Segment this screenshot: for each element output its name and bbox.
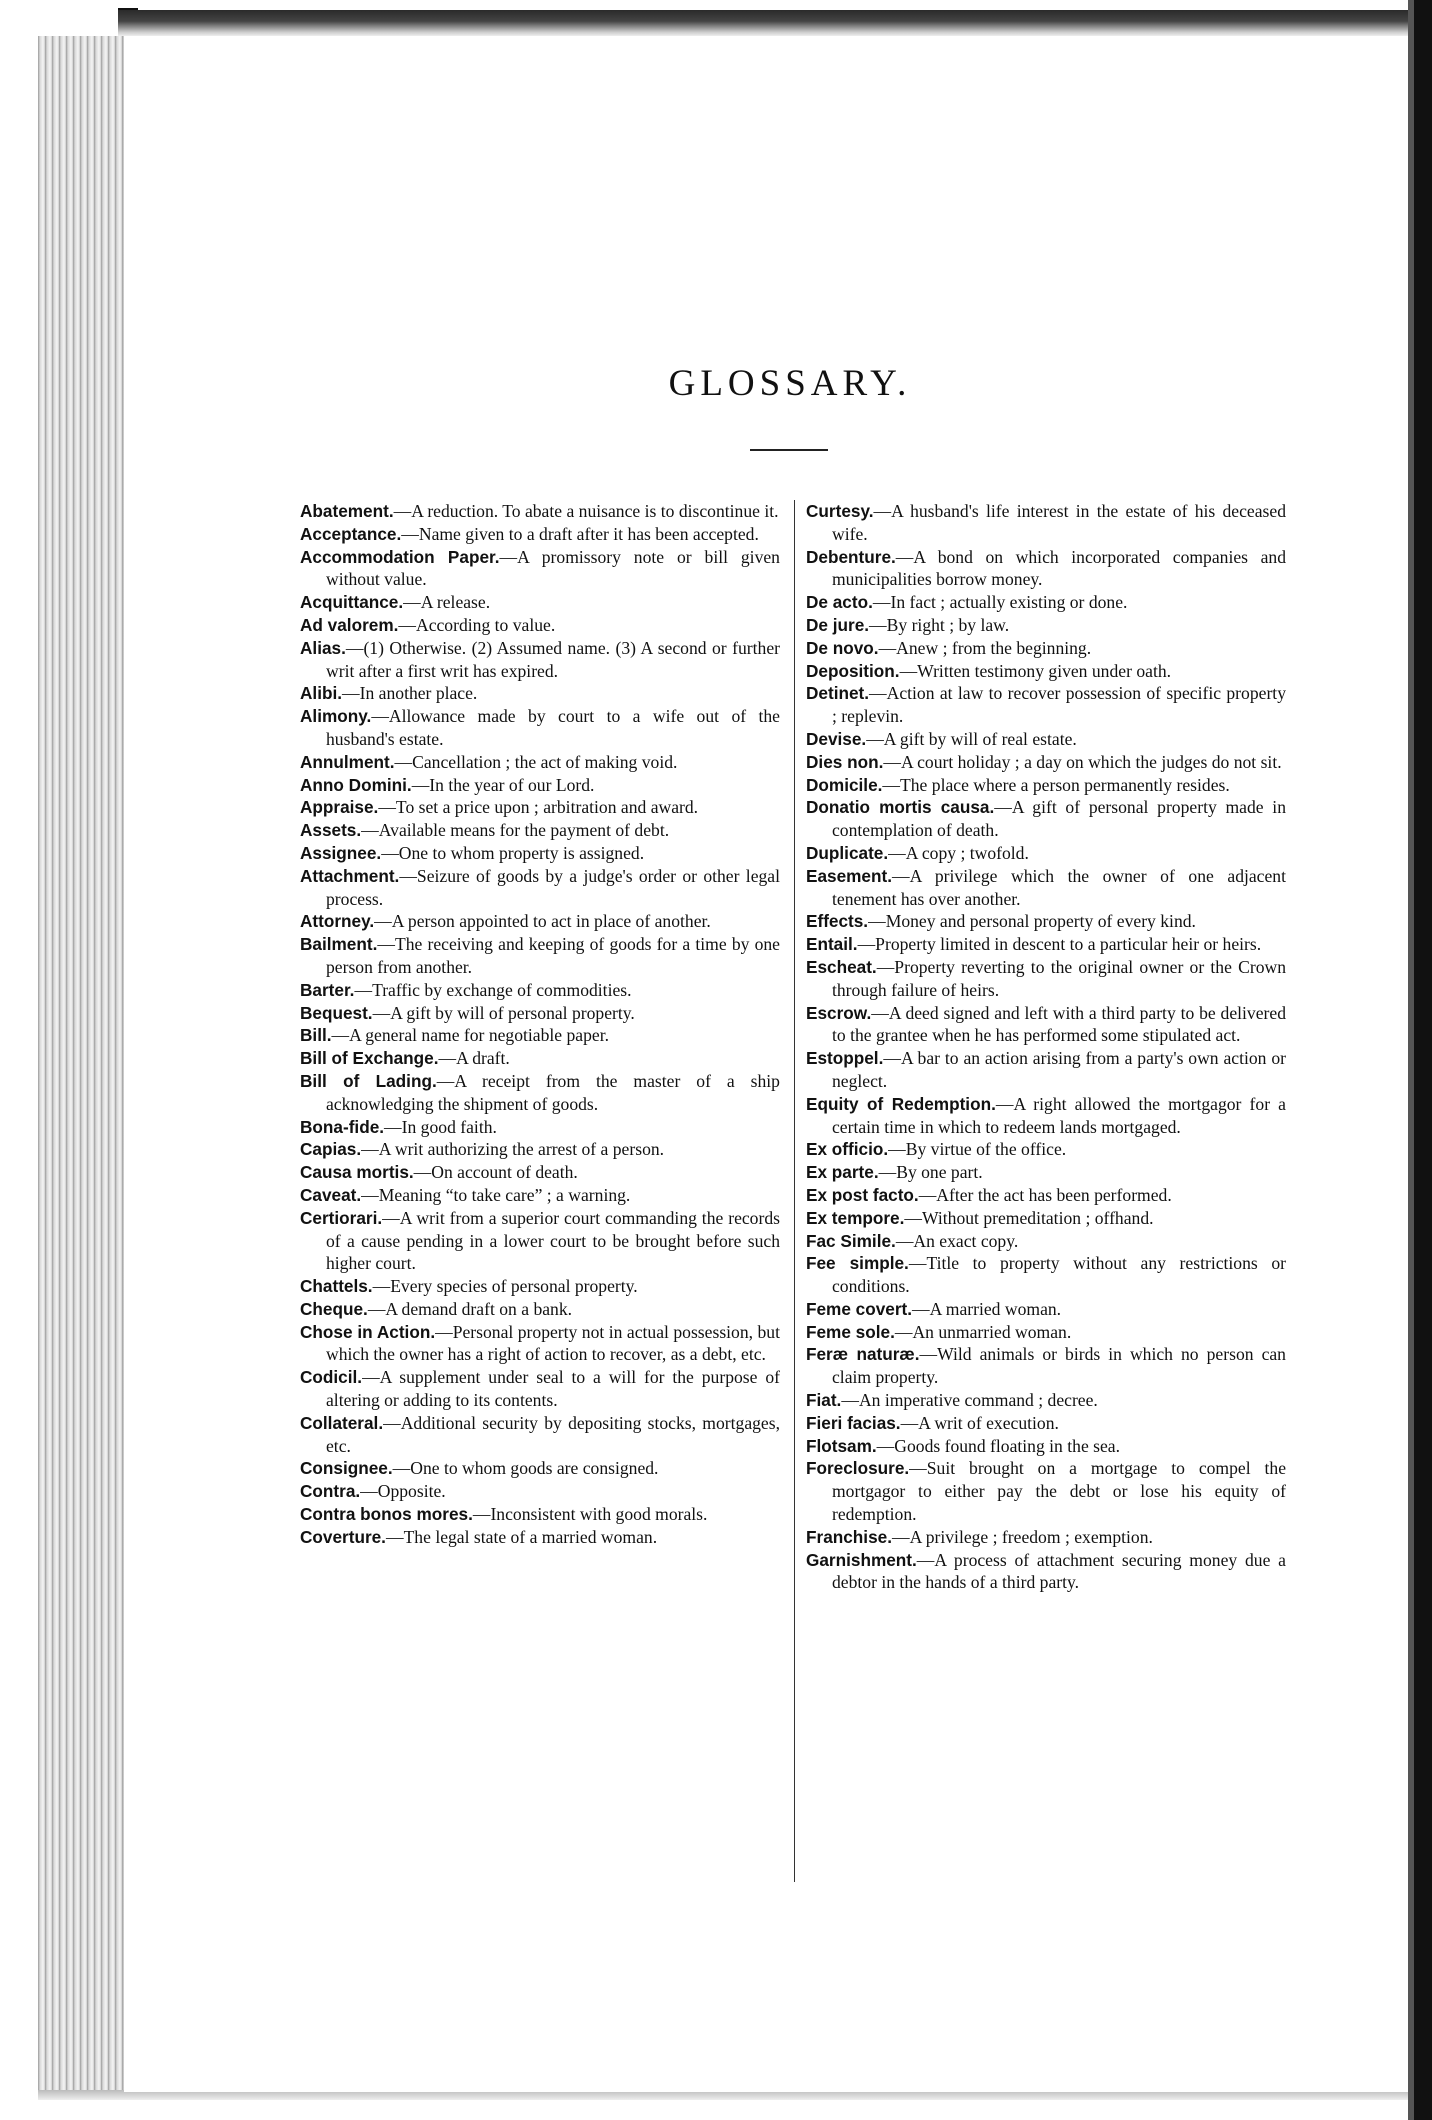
glossary-definition: —Opposite. xyxy=(360,1481,446,1502)
glossary-definition: —The place where a person permanently resides. xyxy=(882,774,1230,795)
book-spine xyxy=(1414,0,1432,2120)
scan-top-shadow xyxy=(118,10,1428,38)
glossary-right-column xyxy=(806,500,1286,1594)
glossary-entry xyxy=(806,1138,1286,1161)
glossary-term: De acto. xyxy=(806,592,873,613)
glossary-term: Escheat. xyxy=(806,956,877,977)
glossary-definition: —By one part. xyxy=(878,1162,983,1183)
glossary-entry xyxy=(300,523,780,546)
glossary-term: Ex officio. xyxy=(806,1139,889,1160)
glossary-definition: —Every species of personal property. xyxy=(372,1276,638,1297)
glossary-definition: —A married woman. xyxy=(912,1298,1062,1319)
glossary-term: Caveat. xyxy=(300,1184,362,1205)
glossary-entry xyxy=(300,1503,780,1526)
glossary-definition: —An imperative command ; decree. xyxy=(841,1390,1098,1411)
glossary-definition: —A bar to an action arising from a party's own action or neglect. xyxy=(832,1048,1286,1091)
glossary-entry xyxy=(300,1070,780,1116)
glossary-entry xyxy=(806,682,1286,728)
glossary-term: Bequest. xyxy=(300,1002,373,1023)
glossary-entry xyxy=(806,1321,1286,1344)
glossary-definition: —A bond on which incorporated companies and municipalities borrow money. xyxy=(832,546,1286,590)
glossary-entry xyxy=(300,1138,780,1161)
glossary-definition: —To set a price upon ; arbitration and award. xyxy=(378,797,699,818)
glossary-entry xyxy=(806,1457,1286,1525)
glossary-entry xyxy=(300,1002,780,1025)
glossary-definition: —A husband's life interest in the estate of his deceased wife. xyxy=(832,501,1286,544)
glossary-term: Causa mortis. xyxy=(300,1162,414,1183)
glossary-entry xyxy=(300,1321,780,1367)
glossary-entry xyxy=(300,1412,780,1458)
glossary-entry xyxy=(300,751,780,774)
glossary-entry xyxy=(806,500,1286,546)
glossary-term: Ex post facto. xyxy=(806,1184,919,1205)
glossary-entry xyxy=(806,1093,1286,1139)
glossary-definition: —An unmarried woman. xyxy=(894,1321,1072,1342)
glossary-term: Franchise. xyxy=(806,1526,892,1547)
glossary-term: Bona-fide. xyxy=(300,1116,385,1137)
glossary-definition: —Meaning “to take care” ; a warning. xyxy=(361,1184,631,1205)
glossary-term: Debenture. xyxy=(806,546,896,567)
glossary-term: Fee simple. xyxy=(806,1253,909,1274)
column-divider xyxy=(794,500,795,1882)
glossary-entry xyxy=(300,637,780,683)
glossary-entry xyxy=(806,751,1286,774)
glossary-entry xyxy=(300,614,780,637)
glossary-entry xyxy=(806,1184,1286,1207)
glossary-entry xyxy=(300,1207,780,1275)
glossary-term: De novo. xyxy=(806,637,879,658)
glossary-term: Alias. xyxy=(300,637,346,658)
glossary-entry xyxy=(300,500,780,523)
glossary-term: Duplicate. xyxy=(806,842,889,863)
glossary-definition: —Wild animals or birds in which no person can claim property. xyxy=(832,1344,1286,1388)
glossary-definition: —By right ; by law. xyxy=(869,614,1010,635)
glossary-term: Flotsam. xyxy=(806,1435,877,1456)
glossary-entry xyxy=(806,1002,1286,1048)
glossary-term: Ad valorem. xyxy=(300,614,399,635)
glossary-definition: —One to whom property is assigned. xyxy=(381,842,645,863)
glossary-entry xyxy=(300,865,780,911)
glossary-entry xyxy=(806,1047,1286,1093)
glossary-term: Feme covert. xyxy=(806,1298,913,1319)
glossary-term: Certiorari. xyxy=(300,1207,383,1228)
glossary-term: Donatio mortis causa. xyxy=(806,797,995,818)
glossary-term: Coverture. xyxy=(300,1526,386,1547)
glossary-definition: —Traffic by exchange of commodities. xyxy=(354,979,632,1000)
glossary-term: Bill. xyxy=(300,1025,332,1046)
glossary-term: Barter. xyxy=(300,979,355,1000)
glossary-term: Deposition. xyxy=(806,660,900,681)
glossary-definition: —A deed signed and left with a third party to be delivered to the grantee when he has performed some stipulated act. xyxy=(832,1002,1286,1046)
glossary-definition: —Inconsistent with good morals. xyxy=(472,1504,708,1525)
book-page-edges xyxy=(38,36,124,2096)
glossary-entry xyxy=(300,1024,780,1047)
glossary-definition: —A court holiday ; a day on which the judges do not sit. xyxy=(883,751,1282,772)
glossary-definition: —A reduction. To abate a nuisance is to discontinue it. xyxy=(393,501,779,521)
glossary-definition: —Seizure of goods by a judge's order or other legal process. xyxy=(326,865,780,909)
glossary-definition: —According to value. xyxy=(398,614,556,635)
glossary-term: Bill of Lading. xyxy=(300,1070,437,1091)
glossary-definition: —Written testimony given under oath. xyxy=(899,660,1172,681)
glossary-definition: —(1) Otherwise. (2) Assumed name. (3) A second or further writ after a first writ has expired. xyxy=(326,637,780,681)
glossary-definition: —A promissory note or bill given without value. xyxy=(326,546,780,590)
glossary-definition: —A general name for negotiable paper. xyxy=(331,1025,609,1046)
glossary-entry xyxy=(300,819,780,842)
glossary-entry xyxy=(300,910,780,933)
glossary-definition: —Suit brought on a mortgage to compel the mortgagor to either pay the debt or lose his equity of redemption. xyxy=(832,1458,1286,1525)
glossary-entry xyxy=(300,1480,780,1503)
glossary-entry xyxy=(806,1298,1286,1321)
glossary-entry xyxy=(806,1435,1286,1458)
glossary-term: Attorney. xyxy=(300,911,375,932)
glossary-definition: —Property limited in descent to a particular heir or heirs. xyxy=(857,934,1262,955)
glossary-term: Contra. xyxy=(300,1481,361,1502)
glossary-entry xyxy=(806,1526,1286,1549)
glossary-term: Estoppel. xyxy=(806,1048,884,1069)
glossary-term: Feme sole. xyxy=(806,1321,895,1342)
glossary-definition: —A writ of execution. xyxy=(900,1412,1059,1433)
glossary-term: Consignee. xyxy=(300,1458,393,1479)
glossary-definition: —A writ authorizing the arrest of a person. xyxy=(361,1139,665,1160)
glossary-entry xyxy=(806,1207,1286,1230)
glossary-term: Easement. xyxy=(806,865,892,886)
glossary-term: Capias. xyxy=(300,1139,362,1160)
glossary-definition: —After the act has been performed. xyxy=(918,1184,1172,1205)
glossary-entry xyxy=(300,591,780,614)
glossary-entry xyxy=(300,933,780,979)
glossary-definition: —A gift by will of personal property. xyxy=(372,1002,635,1023)
glossary-definition: —Goods found floating in the sea. xyxy=(876,1435,1121,1456)
glossary-term: Detinet. xyxy=(806,683,870,704)
glossary-definition: —A supplement under seal to a will for the purpose of altering or adding to its contents. xyxy=(326,1367,780,1411)
glossary-entry xyxy=(300,705,780,751)
glossary-definition: —Title to property without any restrictions or conditions. xyxy=(832,1253,1286,1297)
glossary-entry xyxy=(300,546,780,592)
glossary-entry xyxy=(300,842,780,865)
glossary-entry xyxy=(300,796,780,819)
glossary-definition: —Allowance made by court to a wife out of the husband's estate. xyxy=(326,706,780,749)
glossary-definition: —A process of attachment securing money due a debtor in the hands of a third party. xyxy=(832,1549,1286,1593)
glossary-definition: —A privilege which the owner of one adjacent tenement has over another. xyxy=(832,865,1286,909)
glossary-term: Alibi. xyxy=(300,683,343,704)
glossary-entry xyxy=(300,1116,780,1139)
glossary-definition: —By virtue of the office. xyxy=(888,1139,1067,1160)
glossary-entry xyxy=(300,1047,780,1070)
glossary-definition: —Available means for the payment of debt. xyxy=(361,820,670,841)
title-rule xyxy=(750,449,828,451)
glossary-definition: —An exact copy. xyxy=(895,1230,1019,1251)
glossary-definition: —A privilege ; freedom ; exemption. xyxy=(891,1526,1153,1547)
glossary-term: Fieri facias. xyxy=(806,1412,901,1433)
glossary-entry xyxy=(300,1298,780,1321)
glossary-term: Equity of Redemption. xyxy=(806,1093,996,1114)
glossary-definition: —The legal state of a married woman. xyxy=(385,1526,658,1547)
glossary-definition: —Additional security by depositing stocks, mortgages, etc. xyxy=(326,1412,780,1456)
glossary-definition: —A draft. xyxy=(438,1048,510,1069)
glossary-entry xyxy=(806,1252,1286,1298)
glossary-entry xyxy=(806,614,1286,637)
glossary-definition: —In good faith. xyxy=(384,1116,497,1137)
glossary-term: Fiat. xyxy=(806,1390,842,1411)
glossary-definition: —One to whom goods are consigned. xyxy=(392,1458,659,1479)
glossary-definition: —Money and personal property of every kind. xyxy=(868,911,1196,932)
glossary-entry xyxy=(806,774,1286,797)
glossary-term: Fac Simile. xyxy=(806,1230,896,1251)
glossary-term: Acceptance. xyxy=(300,523,402,544)
glossary-entry xyxy=(300,1457,780,1480)
glossary-entry xyxy=(300,1366,780,1412)
glossary-term: Assignee. xyxy=(300,842,382,863)
glossary-term: Chose in Action. xyxy=(300,1321,436,1342)
glossary-entry xyxy=(806,728,1286,751)
glossary-term: Contra bonos mores. xyxy=(300,1504,473,1525)
glossary-term: Alimony. xyxy=(300,706,372,727)
glossary-term: Ex tempore. xyxy=(806,1207,905,1228)
glossary-definition: —On account of death. xyxy=(413,1162,578,1183)
glossary-definition: —A person appointed to act in place of another. xyxy=(374,911,711,932)
glossary-entry xyxy=(806,1161,1286,1184)
glossary-term: Annulment. xyxy=(300,751,395,772)
glossary-term: De jure. xyxy=(806,614,870,635)
glossary-entry xyxy=(806,1549,1286,1595)
glossary-definition: —A writ from a superior court commanding the records of a cause pending in a lower court to be brought before such higher court. xyxy=(326,1207,780,1274)
glossary-term: Domicile. xyxy=(806,774,883,795)
glossary-term: Collateral. xyxy=(300,1412,384,1433)
glossary-term: Appraise. xyxy=(300,797,379,818)
glossary-definition: —Name given to a draft after it has been accepted. xyxy=(401,523,759,544)
glossary-entry xyxy=(806,1412,1286,1435)
glossary-term: Curtesy. xyxy=(806,501,874,521)
glossary-entry xyxy=(300,979,780,1002)
glossary-definition: —A receipt from the master of a ship acknowledging the shipment of goods. xyxy=(326,1070,780,1114)
glossary-term: Entail. xyxy=(806,934,858,955)
glossary-entry xyxy=(806,933,1286,956)
glossary-term: Anno Domini. xyxy=(300,774,412,795)
glossary-term: Escrow. xyxy=(806,1002,872,1023)
glossary-entry xyxy=(806,1389,1286,1412)
glossary-definition: —A release. xyxy=(403,592,491,613)
glossary-entry xyxy=(806,1343,1286,1389)
glossary-definition: —A demand draft on a bank. xyxy=(367,1298,573,1319)
glossary-definition: —Cancellation ; the act of making void. xyxy=(394,751,678,772)
glossary-term: Garnishment. xyxy=(806,1549,917,1570)
glossary-entry xyxy=(300,1275,780,1298)
glossary-term: Abatement. xyxy=(300,501,394,521)
glossary-definition: —A gift of personal property made in contemplation of death. xyxy=(832,797,1286,841)
glossary-term: Cheque. xyxy=(300,1298,368,1319)
glossary-term: Acquittance. xyxy=(300,592,404,613)
glossary-term: Bailment. xyxy=(300,934,378,955)
glossary-entry xyxy=(300,1161,780,1184)
glossary-entry xyxy=(806,956,1286,1002)
glossary-definition: —A right allowed the mortgagor for a certain time in which to redeem lands mortgaged. xyxy=(832,1093,1286,1137)
glossary-definition: —Personal property not in actual possession, but which the owner has a right of action to recover, as a debt, etc. xyxy=(326,1321,780,1365)
glossary-term: Feræ naturæ. xyxy=(806,1344,920,1365)
glossary-entry xyxy=(300,774,780,797)
glossary-definition: —Anew ; from the beginning. xyxy=(878,637,1092,658)
glossary-definition: —In the year of our Lord. xyxy=(411,774,595,795)
glossary-definition: —In fact ; actually existing or done. xyxy=(872,592,1128,613)
glossary-term: Attachment. xyxy=(300,865,400,886)
glossary-term: Ex parte. xyxy=(806,1162,879,1183)
glossary-term: Dies non. xyxy=(806,751,884,772)
glossary-definition: —The receiving and keeping of goods for a time by one person from another. xyxy=(326,934,780,977)
page-title: GLOSSARY. xyxy=(668,363,912,404)
glossary-definition: —A copy ; twofold. xyxy=(888,842,1029,863)
glossary-definition: —Property reverting to the original owner or the Crown through failure of heirs. xyxy=(832,956,1286,1000)
glossary-entry xyxy=(300,682,780,705)
glossary-entry xyxy=(806,546,1286,592)
glossary-term: Foreclosure. xyxy=(806,1458,910,1479)
glossary-entry xyxy=(806,865,1286,911)
glossary-entry xyxy=(300,1184,780,1207)
glossary-term: Bill of Exchange. xyxy=(300,1048,439,1069)
glossary-term: Devise. xyxy=(806,728,867,749)
glossary-term: Chattels. xyxy=(300,1276,373,1297)
glossary-definition: —In another place. xyxy=(342,683,478,704)
glossary-term: Accommodation Paper. xyxy=(300,546,500,567)
glossary-entry xyxy=(806,660,1286,683)
glossary-entry xyxy=(806,1230,1286,1253)
glossary-entry xyxy=(806,842,1286,865)
glossary-term: Effects. xyxy=(806,911,869,932)
glossary-entry xyxy=(806,796,1286,842)
glossary-definition: —Without premeditation ; offhand. xyxy=(904,1207,1154,1228)
glossary-term: Codicil. xyxy=(300,1367,363,1388)
glossary-entry xyxy=(806,910,1286,933)
glossary-left-column xyxy=(300,500,780,1549)
glossary-term: Assets. xyxy=(300,820,362,841)
glossary-entry xyxy=(806,591,1286,614)
glossary-definition: —Action at law to recover possession of specific property ; replevin. xyxy=(832,683,1286,727)
glossary-entry xyxy=(806,637,1286,660)
glossary-definition: —A gift by will of real estate. xyxy=(866,728,1077,749)
glossary-entry xyxy=(300,1526,780,1549)
